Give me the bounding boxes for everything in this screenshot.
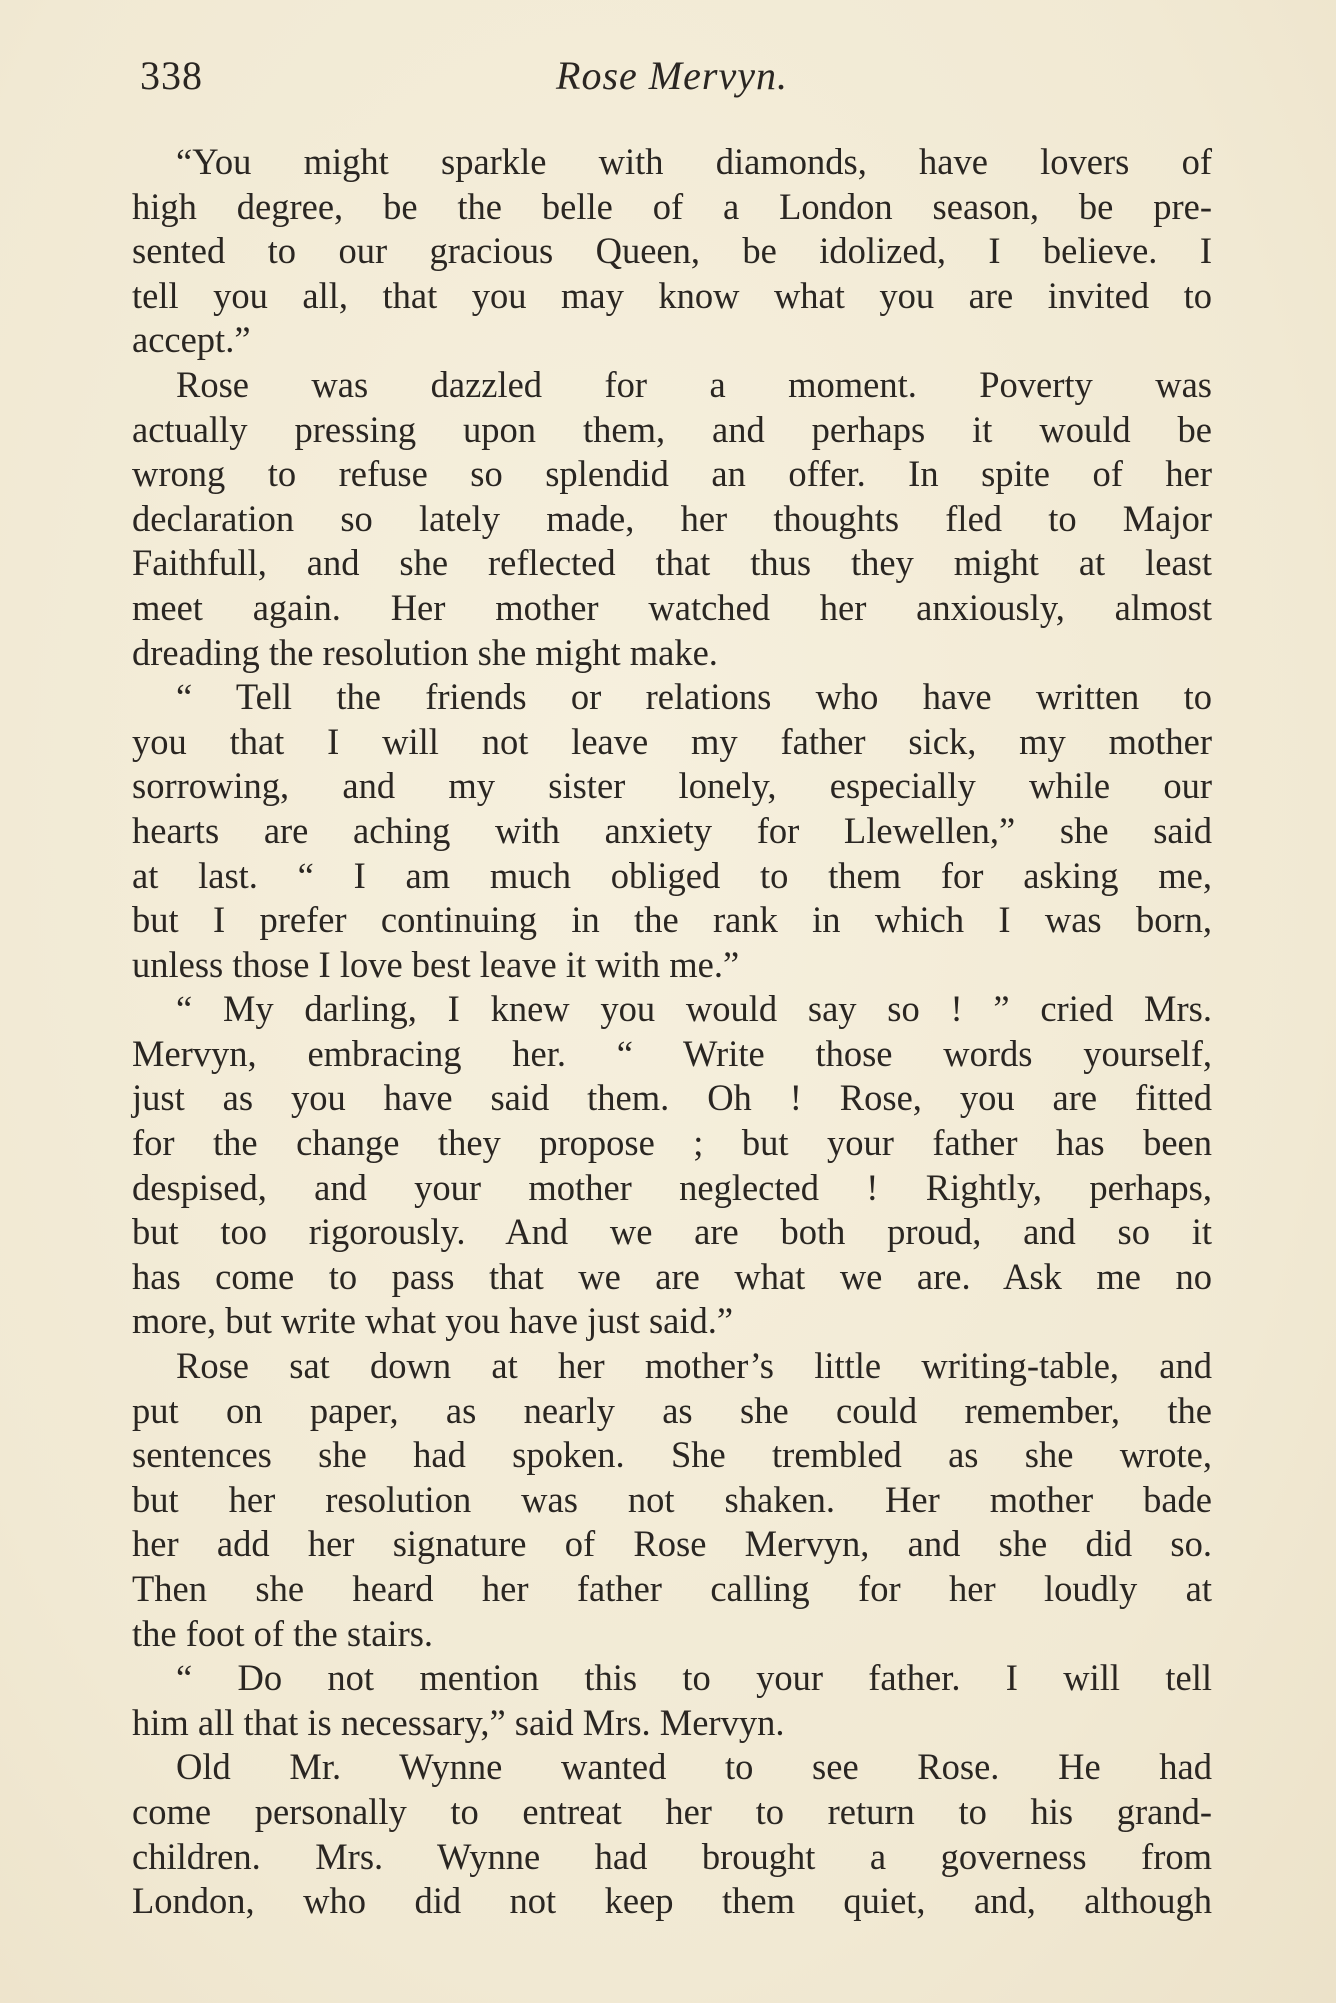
text-line: Faithfull, and she reflected that thus they might at least bbox=[132, 542, 1212, 584]
text-line: you that I will not leave my father sick, my mother bbox=[132, 720, 1212, 762]
text-line: more, but write what you have just said.” bbox=[132, 1300, 734, 1342]
text-line: high degree, be the belle of a London season, be pre- bbox=[132, 185, 1212, 227]
text-line: sentences she had spoken. She trembled as she wrote, bbox=[132, 1434, 1212, 1476]
text-line: unless those I love best leave it with me.” bbox=[132, 943, 740, 985]
running-title: Rose Mervyn. bbox=[556, 53, 788, 98]
text-line: has come to pass that we are what we are. Ask me no bbox=[132, 1255, 1212, 1297]
text-line: tell you all, that you may know what you are invited to bbox=[132, 274, 1212, 316]
text-line: come personally to entreat her to return to his grand- bbox=[132, 1790, 1212, 1832]
text-line: Rose was dazzled for a moment. Poverty was bbox=[176, 363, 1212, 405]
text-line: declaration so lately made, her thoughts fled to Major bbox=[132, 497, 1212, 539]
text-line: Rose sat down at her mother’s little writing-table, and bbox=[176, 1345, 1212, 1387]
text-line: but I prefer continuing in the rank in which I was born, bbox=[132, 899, 1212, 941]
text-line: the foot of the stairs. bbox=[132, 1612, 434, 1654]
text-line: “ Do not mention this to your father. I will tell bbox=[176, 1657, 1212, 1699]
text-line: for the change they propose ; but your father has been bbox=[132, 1122, 1212, 1164]
text-line: Old Mr. Wynne wanted to see Rose. He had bbox=[176, 1746, 1212, 1788]
text-line: “You might sparkle with diamonds, have lovers of bbox=[176, 141, 1212, 182]
text-line: London, who did not keep them quiet, and, although bbox=[132, 1880, 1212, 1922]
page-number: 338 bbox=[140, 53, 203, 98]
text-line: dreading the resolution she might make. bbox=[132, 631, 718, 673]
text-line: Then she heard her father calling for her loudly at bbox=[132, 1568, 1212, 1609]
text-line: hearts are aching with anxiety for Llewellen,” she said bbox=[132, 809, 1212, 851]
text-line: sented to our gracious Queen, be idolized, I believe. I bbox=[132, 230, 1212, 272]
text-line: “ Tell the friends or relations who have written to bbox=[176, 676, 1212, 718]
text-line: sorrowing, and my sister lonely, especially while our bbox=[132, 765, 1212, 807]
text-line: Mervyn, embracing her. “ Write those words yourself, bbox=[132, 1032, 1212, 1074]
text-line: at last. “ I am much obliged to them for asking me, bbox=[132, 854, 1212, 896]
text-line: actually pressing upon them, and perhaps it would be bbox=[132, 408, 1212, 450]
text-line: just as you have said them. Oh ! Rose, you are fitted bbox=[132, 1077, 1212, 1119]
text-line: him all that is necessary,” said Mrs. Mervyn. bbox=[132, 1701, 785, 1743]
page-header bbox=[132, 52, 1212, 112]
text-line: accept.” bbox=[132, 319, 251, 361]
text-line: but her resolution was not shaken. Her mother bade bbox=[132, 1478, 1212, 1520]
text-line: despised, and your mother neglected ! Rightly, perhaps, bbox=[132, 1166, 1212, 1208]
body-text bbox=[132, 140, 1212, 1924]
text-line: put on paper, as nearly as she could remember, the bbox=[132, 1389, 1212, 1431]
text-line: wrong to refuse so splendid an offer. In spite of her bbox=[132, 453, 1212, 495]
text-line: children. Mrs. Wynne had brought a governess from bbox=[132, 1835, 1212, 1877]
text-line: “ My darling, I knew you would say so ! ” cried Mrs. bbox=[176, 988, 1212, 1030]
text-line: but too rigorously. And we are both proud, and so it bbox=[132, 1211, 1212, 1253]
text-line: meet again. Her mother watched her anxiously, almost bbox=[132, 586, 1212, 628]
text-line: her add her signature of Rose Mervyn, and she did so. bbox=[132, 1523, 1212, 1565]
